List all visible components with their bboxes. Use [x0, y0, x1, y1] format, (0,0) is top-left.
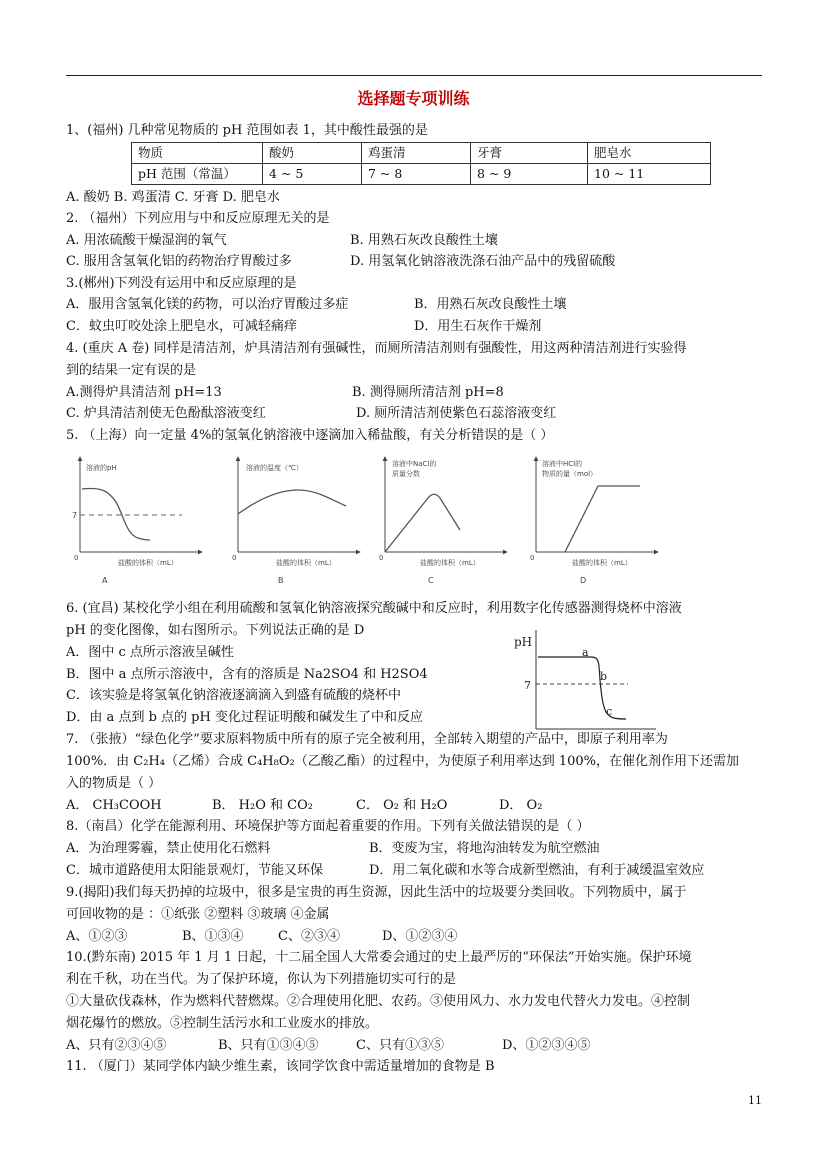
q7-option-d: D． O₂ [499, 798, 543, 813]
table-cell: 物质 [132, 143, 263, 164]
q2-option-b: B. 用熟石灰改良酸性土壤 [350, 233, 498, 248]
q5-stem: 5. （上海）向一定量 4%的氢氧化钠溶液中逐滴加入稀盐酸，有关分析错误的是（ ） [66, 428, 554, 443]
q8-option-c: C．城市道路使用太阳能景观灯，节能又环保 [66, 863, 323, 878]
q5-graph-c [379, 457, 507, 585]
q6-option-a: A．图中 c 点所示溶液呈碱性 [66, 645, 234, 660]
q3-option-a: A．服用含氢氧化镁的药物，可以治疗胃酸过多症 [66, 297, 349, 312]
q10-stem-line3: ①大量砍伐森林，作为燃料代替燃煤。②合理使用化肥、农药。③使用风力、水力发电代替火力发电。④控制 [66, 994, 691, 1009]
q10-option-b: B、只有①③④⑤ [218, 1038, 319, 1053]
q6-option-d: D．由 a 点到 b 点的 pH 变化过程证明酸和碱发生了中和反应 [66, 710, 423, 725]
q5-graphs [60, 452, 670, 592]
table-header-row [132, 143, 711, 164]
table-cell: 酸奶 [263, 143, 362, 164]
q6-stem-line1: 6. (宜昌) 某校化学小组在利用硫酸和氢氧化钠溶液探究酸碱中和反应时，利用数字化传感器测得烧杯中溶液 [66, 601, 682, 616]
q9-option-b: B、①③④ [182, 929, 244, 944]
q2-stem: 2. （福州）下列应用与中和反应原理无关的是 [66, 211, 330, 226]
graph-a-letter: A [102, 576, 108, 585]
graph-b-ylabel: 溶液的温度（℃） [246, 464, 303, 472]
q4-option-c: C. 炉具清洁剂使无色酚酞溶液变红 [66, 406, 266, 421]
q8-option-b: B．变废为宝，将地沟油转发为航空燃油 [369, 841, 600, 856]
q9-stem-line2: 可回收物的是 ：①纸张 ②塑料 ③玻璃 ④金属 [66, 907, 330, 922]
table-cell: 肥皂水 [588, 143, 711, 164]
q6-ph-graph [510, 626, 660, 732]
graph-a-origin: 0 [74, 554, 79, 562]
graph-d-xlabel: 盐酸的体积（mL） [572, 559, 632, 567]
q4-option-d: D. 厕所清洁剂使紫色石蕊溶液变红 [356, 406, 557, 421]
q1-options: A. 酸奶 B. 鸡蛋清 C. 牙膏 D. 肥皂水 [66, 190, 280, 205]
graph-a-mark-7: 7 [72, 511, 78, 520]
page-number: 11 [748, 1094, 762, 1107]
table-cell: 7 ~ 8 [362, 164, 471, 185]
q9-stem-line1: 9.(揭阳)我们每天扔掉的垃圾中，很多是宝贵的再生资源，因此生活中的垃圾要分类回收。下列物质中，属于 [66, 885, 687, 900]
graph-c-ylabel-line1: 溶液中NaCl的 [392, 460, 437, 468]
graph-b-xlabel: 盐酸的体积（mL） [276, 559, 336, 567]
table-cell: 10 ~ 11 [588, 164, 711, 185]
q10-option-d: D、①②③④⑤ [502, 1038, 591, 1053]
q4-stem-line2: 到的结果一定有误的是 [66, 363, 197, 378]
graph-d-origin: 0 [530, 554, 535, 562]
q6-graph-point-a: a [582, 646, 589, 659]
q6-option-c: C．该实验是将氢氧化钠溶液逐滴滴入到盛有硫酸的烧杯中 [66, 688, 401, 703]
table-cell: 鸡蛋清 [362, 143, 471, 164]
q6-graph-point-c: c [606, 705, 613, 718]
graph-b-origin: 0 [232, 554, 237, 562]
q7-stem-line3: 入的物质是（ ） [66, 776, 162, 791]
q3-option-b: B．用熟石灰改良酸性土壤 [414, 297, 567, 312]
q9-option-c: C、②③④ [278, 929, 340, 944]
q7-stem-line1: 7. （张掖）“绿色化学”要求原料物质中所有的原子完全被利用，全部转入期望的产品中，即原子利用率为 [66, 732, 668, 747]
graph-a-ylabel: 溶液的pH [86, 464, 117, 472]
graph-c-letter: C [428, 576, 434, 585]
graph-d-ylabel-line2: 物质的量（mol） [542, 470, 598, 478]
q3-stem: 3.(郴州)下列没有运用中和反应原理的是 [66, 276, 297, 291]
q4-stem-line1: 4. (重庆 A 卷) 同样是清洁剂，炉具清洁剂有强碱性，而厕所清洁剂则有强酸性，用这两种清洁剂进行实验得 [66, 341, 687, 356]
q10-stem-line1: 10.(黔东南) 2015 年 1 月 1 日起，十二届全国人大常委会通过的史上最严厉的“环保法”开始实施。保护环境 [66, 950, 692, 965]
table-cell: 牙膏 [471, 143, 588, 164]
q10-stem-line2: 利在千秋，功在当代。为了保护环境，你认为下列措施切实可行的是 [66, 972, 457, 987]
q6-graph-point-b: b [600, 670, 608, 683]
q8-stem: 8.（南昌）化学在能源利用、环境保护等方面起着重要的作用。下列有关做法错误的是（ ） [66, 819, 590, 834]
q4-option-b: B. 测得厕所清洁剂 pH=8 [352, 385, 504, 400]
q7-option-a: A． CH₃COOH [66, 798, 162, 813]
q3-option-c: C．蚊虫叮咬处涂上肥皂水，可减轻痛痒 [66, 319, 297, 334]
graph-c-ylabel-line2: 质量分数 [392, 470, 420, 478]
graph-a-xlabel: 盐酸的体积（mL） [118, 559, 178, 567]
ph-table [131, 142, 711, 185]
q7-option-c: C． O₂ 和 H₂O [356, 798, 448, 813]
q2-option-a: A. 用浓硫酸干燥湿润的氧气 [66, 233, 227, 248]
graph-c-origin: 0 [379, 554, 384, 562]
table-cell: pH 范围（常温） [132, 164, 263, 185]
q8-option-d: D．用二氧化碳和水等合成新型燃油，有利于减缓温室效应 [369, 863, 705, 878]
q10-option-a: A、只有②③④⑤ [66, 1038, 167, 1053]
table-cell: 4 ~ 5 [263, 164, 362, 185]
graph-d-letter: D [580, 576, 587, 585]
page-title: 选择题专项训练 [357, 89, 470, 108]
q4-option-a: A.测得炉具清洁剂 pH=13 [66, 385, 222, 400]
header-rule [66, 75, 762, 76]
q2-option-c: C. 服用含氢氧化铝的药物治疗胃酸过多 [66, 254, 292, 269]
q8-option-a: A．为治理雾霾，禁止使用化石燃料 [66, 841, 271, 856]
q7-stem-line2: 100%．由 C₂H₄（乙烯）合成 C₄H₈O₂（乙酸乙酯）的过程中，为使原子利用率达到 100%，在催化剂作用下还需加 [66, 754, 740, 769]
q7-option-b: B． H₂O 和 CO₂ [212, 798, 313, 813]
q1-stem: 1、(福州) 几种常见物质的 pH 范围如表 1，其中酸性最强的是 [66, 123, 428, 138]
q6-stem-line2: pH 的变化图像，如右图所示。下列说法正确的是 D [66, 623, 365, 638]
graph-c-xlabel: 盐酸的体积（mL） [420, 559, 480, 567]
q3-option-d: D．用生石灰作干燥剂 [414, 319, 542, 334]
q5-graph-b [232, 457, 360, 585]
q9-option-d: D、①②③④ [382, 929, 458, 944]
q5-graph-a [72, 457, 202, 585]
q6-option-b: B．图中 a 点所示溶液中，含有的溶质是 Na2SO4 和 H2SO4 [66, 667, 428, 682]
q9-option-a: A、①②③ [66, 929, 128, 944]
graph-b-letter: B [278, 576, 284, 585]
q2-option-d: D. 用氢氧化钠溶液洗涤石油产品中的残留硫酸 [350, 254, 616, 269]
q11-stem: 11. （厦门）某同学体内缺少维生素，该同学饮食中需适量增加的食物是 B [66, 1059, 495, 1074]
q6-graph-mark-7: 7 [524, 679, 531, 692]
q10-stem-line4: 烟花爆竹的燃放。⑤控制生活污水和工业废水的排放。 [66, 1016, 379, 1031]
q5-graph-d [530, 457, 658, 585]
q10-option-c: C、只有①③⑤ [356, 1038, 444, 1053]
table-row [132, 164, 711, 185]
graph-d-ylabel-line1: 溶液中HCl的 [542, 460, 583, 468]
table-cell: 8 ~ 9 [471, 164, 588, 185]
q6-graph-ylabel: pH [514, 635, 533, 649]
